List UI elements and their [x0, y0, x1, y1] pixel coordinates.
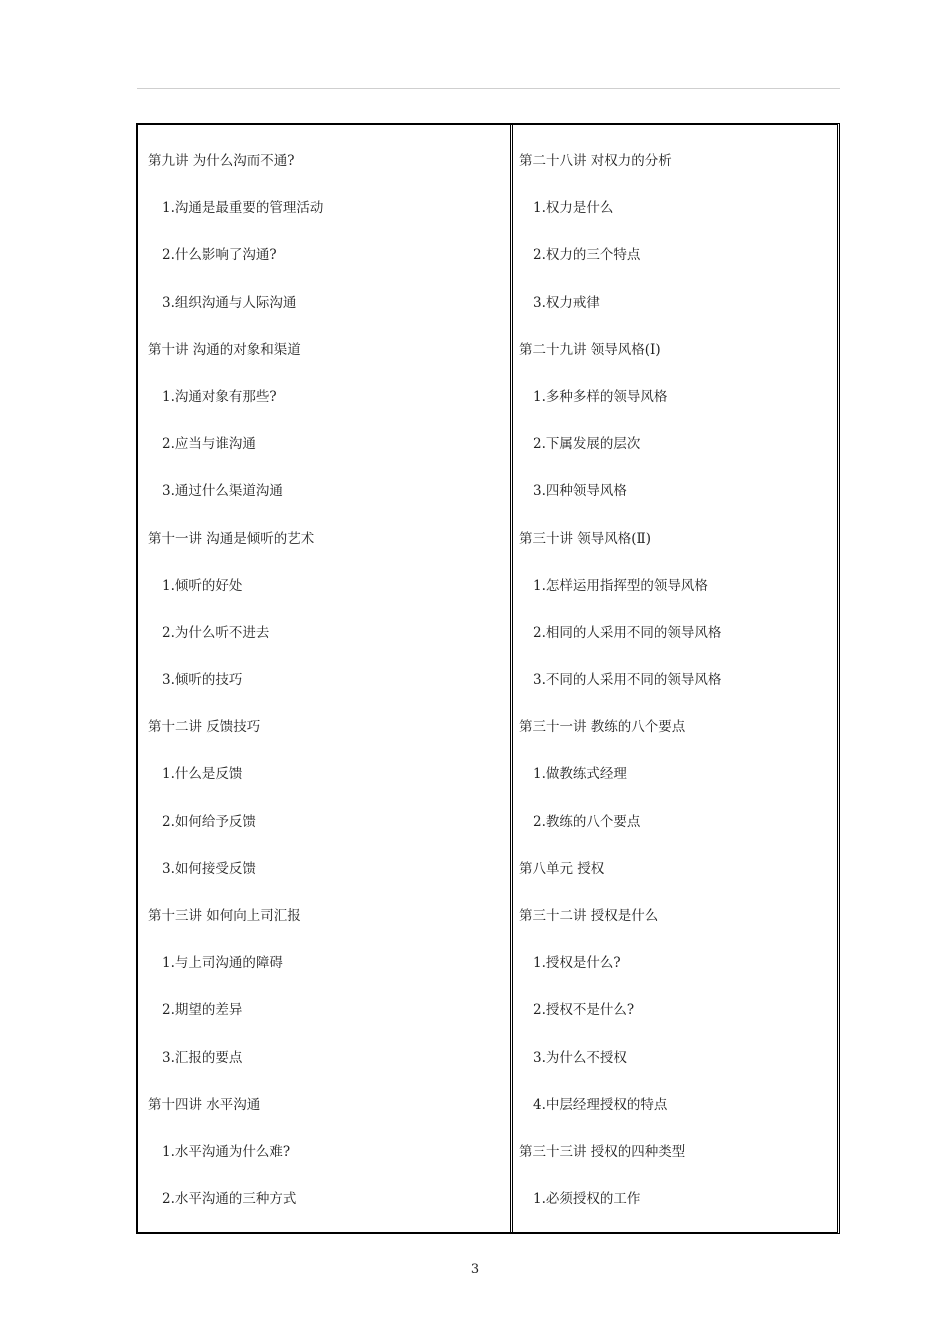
section-heading: 第三十二讲 授权是什么 — [519, 908, 659, 924]
outline-item: 1.做教练式经理 — [533, 766, 627, 783]
section-heading: 第九讲 为什么沟而不通? — [148, 153, 295, 169]
header-rule — [137, 88, 840, 89]
outline-item: 4.中层经理授权的特点 — [533, 1096, 668, 1113]
outline-item: 2.如何给予反馈 — [162, 813, 256, 830]
outline-item: 3.组织沟通与人际沟通 — [162, 294, 297, 311]
outline-item: 3.通过什么渠道沟通 — [162, 483, 283, 500]
outline-item: 3.权力戒律 — [533, 294, 600, 311]
section-heading: 第十一讲 沟通是倾听的艺术 — [148, 530, 315, 547]
section-heading: 第十四讲 水平沟通 — [148, 1096, 261, 1113]
section-heading: 第二十九讲 领导风格(Ⅰ) — [519, 341, 661, 358]
section-heading: 第三十讲 领导风格(Ⅱ) — [519, 530, 652, 547]
left-column — [148, 151, 503, 1236]
outline-item: 2.为什么听不进去 — [162, 624, 270, 641]
outline-item: 1.沟通是最重要的管理活动 — [162, 200, 324, 217]
outline-item: 2.教练的八个要点 — [533, 813, 641, 830]
column-divider — [510, 125, 513, 1232]
section-heading: 第十讲 沟通的对象和渠道 — [148, 341, 301, 358]
outline-item: 1.多种多样的领导风格 — [533, 388, 668, 405]
section-heading: 第三十一讲 教练的八个要点 — [519, 719, 686, 736]
outline-item: 1.沟通对象有那些? — [162, 388, 277, 405]
outline-item: 3.四种领导风格 — [533, 483, 627, 500]
outline-item: 3.汇报的要点 — [162, 1049, 243, 1066]
outline-table — [136, 123, 840, 1234]
outline-item: 1.授权是什么? — [533, 955, 621, 972]
outline-item: 2.水平沟通的三种方式 — [162, 1191, 297, 1208]
right-column — [519, 151, 829, 1236]
outline-item: 3.如何接受反馈 — [162, 860, 256, 877]
outline-item: 1.什么是反馈 — [162, 766, 243, 783]
outline-item: 3.不同的人采用不同的领导风格 — [533, 672, 722, 689]
outline-item: 1.与上司沟通的障碍 — [162, 955, 283, 972]
outline-item: 2.应当与谁沟通 — [162, 436, 256, 453]
outline-item: 2.相同的人采用不同的领导风格 — [533, 624, 722, 641]
outline-item: 3.倾听的技巧 — [162, 672, 243, 689]
outline-item: 2.下属发展的层次 — [533, 436, 641, 453]
section-heading: 第二十八讲 对权力的分析 — [519, 153, 672, 169]
outline-item: 2.权力的三个特点 — [533, 247, 641, 264]
outline-item: 1.怎样运用指挥型的领导风格 — [533, 577, 708, 594]
outline-item: 3.为什么不授权 — [533, 1049, 627, 1066]
section-heading: 第三十三讲 授权的四种类型 — [519, 1143, 686, 1160]
outline-item: 2.期望的差异 — [162, 1002, 243, 1019]
page-number: 3 — [470, 1262, 480, 1277]
outline-item: 2.授权不是什么? — [533, 1002, 635, 1019]
outline-item: 1.水平沟通为什么难? — [162, 1143, 291, 1160]
section-heading: 第八单元 授权 — [519, 860, 605, 877]
section-heading: 第十二讲 反馈技巧 — [148, 719, 261, 736]
outline-item: 1.权力是什么 — [533, 200, 614, 217]
outline-item: 2.什么影响了沟通? — [162, 247, 277, 264]
section-heading: 第十三讲 如何向上司汇报 — [148, 908, 301, 924]
outline-item: 1.必须授权的工作 — [533, 1191, 641, 1208]
outline-item: 1.倾听的好处 — [162, 577, 243, 594]
